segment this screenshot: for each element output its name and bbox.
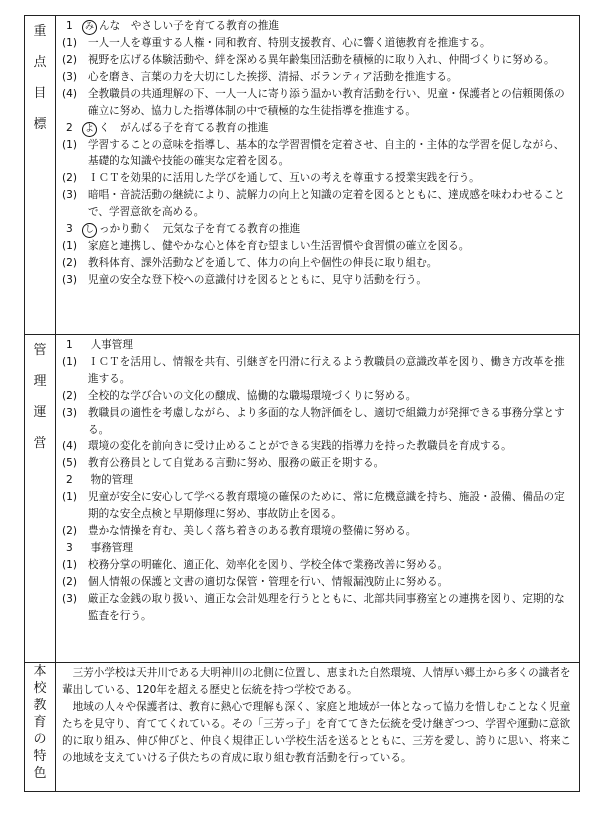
list-item [62,405,573,439]
item-text: 視野を広げる体験活動や、絆を深める異年齢集団活動を積極的に取り入れ、仲間づくりに努める。 [88,53,555,66]
group-heading [62,18,573,35]
item-text: 環境の変化を前向きに受け止めることができる実践的指導力を持った教職員を育成する。 [88,440,512,453]
item-number: (3) [62,70,78,83]
item-number: (2) [62,389,78,402]
section-school-features [25,663,580,792]
list-item [62,86,573,120]
item-text: 暗唱・音読活動の継続により、読解力の向上と知識の定着を図るとともに、達成感を味わわせることで、学習意欲を高める。 [88,189,565,219]
group-heading [62,472,573,489]
label-char: 校 [33,681,47,696]
list-item [62,170,573,187]
section-body-management [56,335,580,663]
group-title: 事務管理 [90,541,133,554]
section-label-school-features [25,663,55,782]
section-focus-goals [25,16,580,335]
list-item [62,137,573,171]
item-number: (2) [62,524,78,537]
label-char: 理 [33,374,47,389]
list-item [62,557,573,574]
group-number: 3 [66,223,73,236]
item-number: (3) [62,189,78,202]
school-plan-table [24,15,580,792]
item-text: 個人情報の保護と文書の適切な保管・管理を行い、情報漏洩防止に努める。 [88,575,449,588]
group-number: 3 [66,541,73,554]
item-number: (3) [62,406,78,419]
circled-character: み [82,20,97,35]
label-char: 重 [33,24,47,39]
group-number: 2 [66,121,73,134]
section-body-school-features [56,663,580,792]
group-title: く がんばる子を育てる教育の推進 [99,121,269,134]
section-body-focus-goals [56,16,580,335]
item-text: 学習することの意味を指導し、基本的な学習習慣を定着させ、自主的・主体的な学習を促しながら、基礎的な知識や技能の確実な定着を図る。 [88,138,565,168]
list-item [62,455,573,472]
item-number: (3) [62,273,78,286]
list-item [62,272,573,289]
item-number: (1) [62,37,78,49]
section-label-cell [25,663,56,792]
group-title: 人事管理 [90,339,133,351]
item-text: 教科体育、課外活動などを通して、体力の向上や個性の伸長に取り組む。 [88,256,438,269]
paragraph: 三芳小学校は天井川である大明神川の北側に位置し、恵まれた自然環境、人情厚い郷土から多くの識者を輩出している、120年を超える歴史と伝統を持つ学校である。 [62,667,571,696]
group-heading [62,221,573,238]
label-char: 育 [33,715,47,730]
label-char: 営 [33,436,47,451]
circled-character: よ [82,122,97,137]
list-item [62,438,573,455]
paragraph: 地域の人々や保護者は、教育に熱心で理解も深く、家庭と地域が一体となって協力を惜しむことなく児童たちを見守り、育ててくれている。その「三芳っ子」を育ててきた伝統を受け継ぎつつ、学習や運動に意欲的に取り組み、伸び伸びと、仲良く規律正しい学校生活を送るとともに、三芳を愛し、誇りに思い、将来この地域を支えていける子供たちの育成に取り組む教育活動を行っている。 [62,700,572,764]
group-title: っかり動く 元気な子を育てる教育の推進 [99,223,301,236]
list-item [62,35,573,52]
item-number: (1) [62,355,78,368]
item-text: 心を磨き、言葉の力を大切にした挨拶、清掃、ボランティア活動を推進する。 [88,70,458,83]
label-char: 色 [33,766,47,781]
list-item [62,574,573,591]
item-number: (2) [62,53,78,66]
item-text: ＩＣＴを効果的に活用した学びを通して、互いの考えを尊重する授業実践を行う。 [88,172,480,185]
section-label-focus-goals [25,16,55,140]
label-char: 特 [33,749,47,764]
label-char: の [33,732,47,747]
label-char: 教 [33,698,47,713]
item-text: 全教職員の共通理解の下、一人一人に寄り添う温かい教育活動を行い、児童・保護者との信頼関係の確立に努め、協力した指導体制の中で積極的な生徒指導を推進する。 [88,87,565,117]
item-text: 児童の安全な登下校への意識付けを図るとともに、見守り活動を行う。 [88,273,427,286]
label-char: 運 [33,405,47,420]
item-text: 家庭と連携し、健やかな心と体を育む望ましい生活習慣や食習慣の確立を図る。 [88,240,470,253]
item-number: (2) [62,172,78,185]
group-heading [62,120,573,137]
item-number: (1) [62,491,78,504]
list-item [62,523,573,540]
label-char: 標 [33,117,47,132]
section-management [25,335,580,663]
item-number: (1) [62,138,78,151]
section-label-cell [25,16,56,335]
item-text: 教職員の適性を考慮しながら、より多面的な人物評価をし、適切で組織力が発揮できる事務分掌とする。 [88,406,565,436]
group-heading [62,337,573,354]
item-text: ＩＣＴを活用し、情報を共有、引継ぎを円滑に行えるよう教職員の意識改革を図り、働き方改革を推進する。 [88,355,565,385]
item-number: (5) [62,457,78,470]
section-label-management [25,335,55,459]
item-text: 児童が安全に安心して学べる教育環境の確保のために、常に危機意識を持ち、施設・設備、備品の定期的な安全点検と早期修理に努め、事故防止を図る。 [88,491,565,521]
group-title: んな やさしい子を育てる教育の推進 [99,20,280,32]
item-text: 教育公務員として自覚ある言動に努め、服務の厳正を期する。 [88,457,385,470]
circled-character: し [82,223,97,238]
group-number: 1 [66,339,73,351]
group-heading [62,540,573,557]
list-item [62,354,573,388]
group-number: 1 [66,20,73,32]
item-text: 一人一人を尊重する人権・同和教育、特別支援教育、心に響く道徳教育を推進する。 [88,37,491,49]
list-item [62,69,573,86]
label-char: 目 [33,86,47,101]
list-item [62,52,573,69]
item-text: 校務分掌の明確化、適正化、効率化を図り、学校全体で業務改善に努める。 [88,558,449,571]
group-number: 2 [66,474,73,487]
item-text: 豊かな情操を育む、美しく落ち着きのある教育環境の整備に努める。 [88,524,417,537]
item-text: 厳正な金銭の取り扱い、適正な会計処理を行うとともに、北部共同事務室との連携を図り、定期的な監査を行う。 [88,592,565,622]
item-number: (4) [62,440,78,453]
list-item [62,489,573,523]
list-item [62,388,573,405]
item-number: (1) [62,240,78,253]
list-item [62,255,573,272]
list-item [62,238,573,255]
item-number: (1) [62,558,78,571]
group-title: 物的管理 [90,474,133,487]
item-number: (3) [62,592,78,605]
label-char: 点 [33,55,47,70]
label-char: 管 [33,343,47,358]
list-item [62,187,573,221]
item-number: (2) [62,575,78,588]
item-text: 全校的な学び合いの文化の醸成、協働的な職場環境づくりに努める。 [88,389,417,402]
item-number: (2) [62,256,78,269]
item-number: (4) [62,87,78,100]
section-label-cell [25,335,56,663]
label-char: 本 [33,664,47,679]
list-item [62,591,573,625]
